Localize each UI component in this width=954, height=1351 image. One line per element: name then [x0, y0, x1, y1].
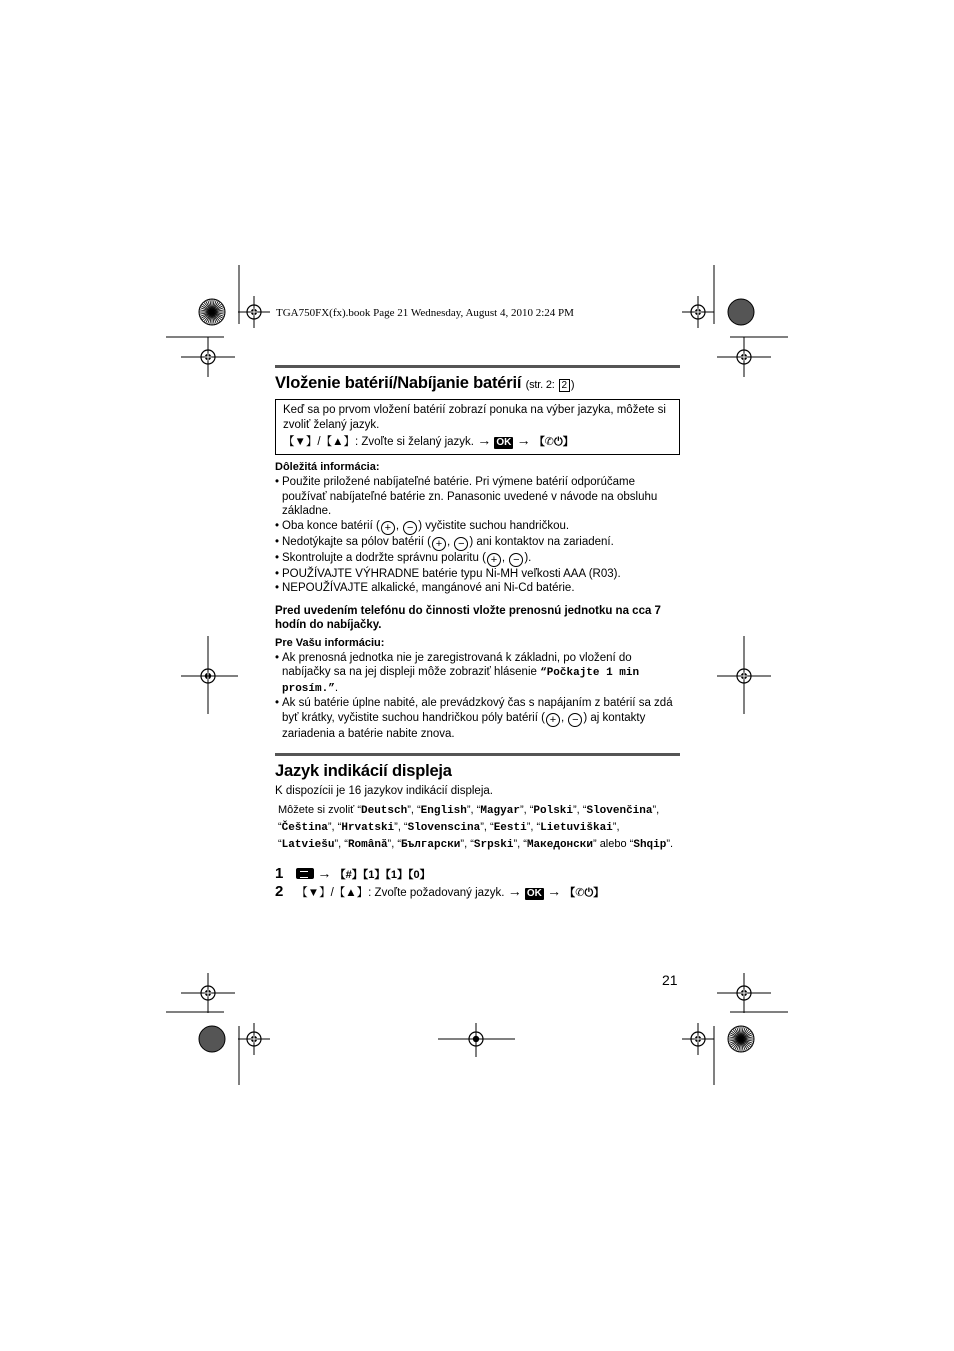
language-option: Polski	[533, 805, 574, 817]
steps	[275, 865, 680, 901]
off-key-icon: 【✆⏻】	[533, 436, 574, 448]
gray-circle-mark	[728, 299, 754, 325]
list-item: • Použite priložené nabíjateľné batérie. Pri výmene batérií odporúčame používať nabíjateľné batérie zn. Panasonic uvedené v návode na obsluhu základne.	[275, 475, 680, 519]
notice-key-line: 【▼】/【▲】: Zvoľte si želaný jazyk. → OK → 【✆⏻】	[283, 432, 574, 448]
language-option: Български	[401, 839, 461, 851]
step-1	[275, 865, 680, 883]
charging-warning: Pred uvedením telefónu do činnosti vložte prenosnú jednotku na cca 7 hodín do nabíjačky.	[275, 604, 661, 631]
list-item: • NEPOUŽÍVAJTE alkalické, mangánové ani Ni-Cd batérie.	[275, 581, 680, 596]
arrow-icon: →	[547, 883, 562, 899]
minus-pole-icon: −	[403, 521, 417, 535]
registration-crosshair	[238, 1023, 270, 1055]
registration-crosshair	[181, 973, 235, 1013]
registration-crosshair	[181, 337, 235, 377]
step-text: 【▼】/【▲】: Zvoľte požadovaný jazyk.	[296, 887, 505, 899]
registration-crosshair	[717, 656, 771, 696]
page-content	[275, 365, 680, 901]
page-reference: (str. 2: 2 )	[525, 379, 575, 391]
key-sequence: 【#】【1】【1】【0】	[334, 869, 431, 881]
language-option: Slovenscina	[407, 822, 481, 834]
plus-pole-icon: +	[487, 553, 501, 567]
section-title-language: Jazyk indikácií displeja	[275, 762, 452, 780]
registration-crosshair	[682, 1023, 714, 1055]
language-option: Shqip	[633, 839, 667, 851]
starburst-mark	[728, 1026, 754, 1052]
list-item: • POUŽÍVAJTE VÝHRADNE batérie typu Ni-MH veľkosti AAA (R03).	[275, 567, 680, 582]
print-header: TGA750FX(fx).book Page 21 Wednesday, August 4, 2010 2:24 PM	[276, 307, 574, 319]
section-rule	[275, 365, 680, 368]
minus-pole-icon: −	[509, 553, 523, 567]
language-option: Македонски	[526, 839, 593, 851]
list-item: • Skontrolujte a dodržte správnu polaritu ( + , − ).	[275, 551, 680, 567]
language-option: Deutsch	[361, 805, 408, 817]
section-rule	[275, 753, 680, 756]
language-option: Română	[347, 839, 388, 851]
registration-crosshair	[717, 337, 771, 377]
important-info-list	[275, 475, 680, 596]
notice-text: Keď sa po prvom vložení batérií zobrazí ponuka na výber jazyka, môžete si zvoliť želaný jazyk.	[283, 404, 666, 431]
list-item: • Ak sú batérie úplne nabité, ale prevádzkový čas s napájaním z batérií sa zdá byť krátky, vyčistite suchou handričkou póly batérií ( + , − ) aj kontakty zariadenia a batérie nabite znova.	[275, 696, 680, 741]
list-item: • Ak prenosná jednotka nie je zaregistrovaná k základni, po vložení do nabíjačky sa na jej displeji môže zobraziť hlásenie “Počkajte 1 min prosím.”.	[275, 651, 680, 697]
language-option: English	[420, 805, 467, 817]
list-item: • Nedotýkajte sa pólov batérií ( + , − ) ani kontaktov na zariadení.	[275, 535, 680, 551]
off-key-icon: 【✆⏻】	[564, 887, 605, 899]
arrow-icon: →	[477, 432, 492, 448]
ok-key-icon: OK	[496, 437, 512, 448]
important-info-heading: Dôležitá informácia:	[275, 461, 380, 473]
language-option: Hrvatski	[341, 822, 395, 834]
language-notice-box	[275, 399, 680, 455]
list-item: • Oba konce batérií ( + , − ) vyčistite suchou handričkou.	[275, 519, 680, 535]
figure-number-box: 2	[559, 379, 570, 392]
arrow-icon: →	[516, 432, 531, 448]
info-heading: Pre Vašu informáciu:	[275, 636, 385, 649]
plus-pole-icon: +	[381, 521, 395, 535]
plus-pole-icon: +	[432, 537, 446, 551]
step-2	[275, 883, 680, 901]
ok-key-icon: OK	[526, 888, 542, 899]
section-title-text: Vloženie batérií/Nabíjanie batérií	[275, 374, 522, 392]
languages-available: K dispozícii je 16 jazykov indikácií displeja.	[275, 785, 493, 797]
language-list: Môžete si zvoliť “Deutsch”, “English”, “Magyar”, “Polski”, “Slovenčina”, “Čeština”, “Hrvatski”, “Slovenscina”, “Eesti”, “Lietuviškai”, “Latviešu”, “Română”, “Български”, “Srpski”, “Македонски” alebo “Shqip”.	[278, 804, 674, 851]
plus-pole-icon: +	[546, 713, 560, 727]
minus-pole-icon: −	[454, 537, 468, 551]
gray-circle-mark	[199, 1026, 225, 1052]
step-number: 2	[275, 883, 284, 900]
registration-crosshair	[238, 296, 270, 328]
language-option: Slovenčina	[586, 805, 653, 817]
language-option: Čeština	[281, 822, 328, 834]
section-title-battery	[275, 374, 680, 393]
starburst-mark	[199, 299, 225, 325]
language-option: Lietuviškai	[540, 822, 613, 834]
language-option: Eesti	[493, 822, 527, 834]
minus-pole-icon: −	[568, 713, 582, 727]
arrow-icon: →	[317, 865, 332, 881]
language-intro: Môžete si zvoliť	[278, 804, 355, 816]
registration-crosshair	[717, 973, 771, 1013]
step-number: 1	[275, 865, 284, 882]
language-conjunction: alebo	[599, 838, 627, 850]
language-option: Srpski	[473, 839, 514, 851]
language-option: Magyar	[480, 805, 520, 817]
info-list	[275, 651, 680, 742]
language-option: Latviešu	[281, 839, 335, 851]
registration-crosshair	[682, 296, 714, 328]
arrow-icon: →	[507, 883, 522, 899]
page-number: 21	[662, 972, 678, 988]
display-message: “Počkajte 1 min prosím.”	[282, 667, 640, 695]
menu-key-icon	[296, 868, 314, 879]
